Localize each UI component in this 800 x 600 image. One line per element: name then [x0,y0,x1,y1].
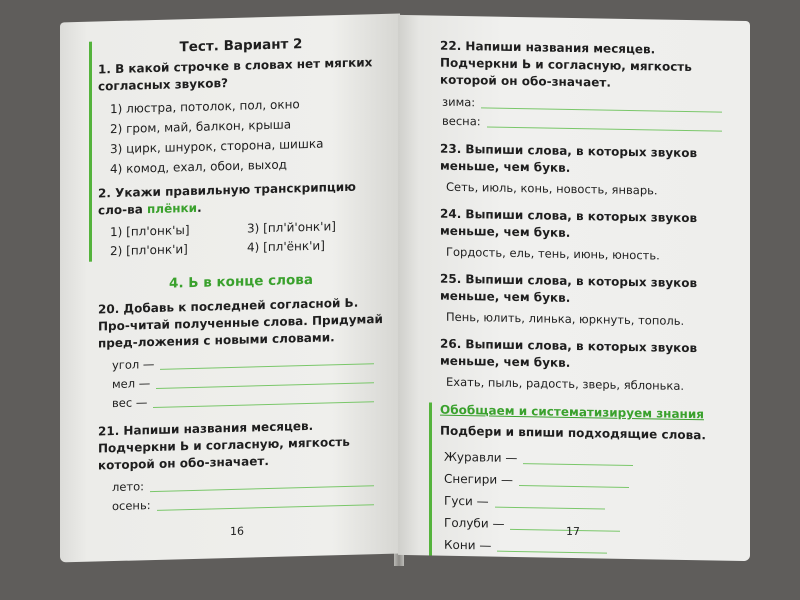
page-number-right: 17 [566,524,580,539]
write-line[interactable] [481,106,722,112]
open-workbook [60,18,750,578]
q23-words: Сеть, июль, конь, новость, январь. [446,179,658,198]
write-line[interactable] [497,550,607,554]
question-22: 22. Напиши названия месяцев. Подчеркни Ь и согласную, мягкость которой он обо-значает. [440,38,692,90]
fill-label: Журавли — [444,449,518,466]
summary-block [429,402,732,560]
q2-text-end: . [197,200,202,215]
answer-label: осень: [112,498,151,514]
test-title: Тест. Вариант 2 [179,36,303,56]
write-line[interactable] [523,462,633,466]
write-line[interactable] [519,484,629,488]
q1-option-4: 4) комод, ехал, обои, выход [110,157,287,177]
page-number-left: 16 [230,524,244,538]
fill-label: Голуби — [444,515,505,531]
fill-label: Снегири — [444,471,513,487]
answer-label: весна: [442,113,481,129]
summary-title: Обобщаем и систематизируем знания [440,402,704,422]
fill-row-koni[interactable] [444,534,732,561]
answer-label: зима: [442,94,476,110]
test-block [89,34,384,262]
answer-line-vesna[interactable] [440,112,732,136]
answer-label: лето: [112,479,145,495]
q25-words: Пень, юлить, линька, юркнуть, тополь. [446,309,685,328]
q2-text: 2. Укажи правильную транскрипцию сло-ва [98,179,356,218]
write-line[interactable] [487,125,722,131]
question-25: 25. Выпиши слова, в которых звуков меньше, чем букв. [440,271,698,305]
q26-words: Ехать, пыль, радость, зверь, яблонька. [446,374,685,393]
q24-words: Гордость, ель, тень, июнь, юность. [446,244,660,263]
section-heading: 4. Ь в конце слова [169,271,313,292]
write-line[interactable] [495,506,605,510]
write-line[interactable] [153,400,374,408]
q2-highlight-word: плёнки [147,200,198,217]
answer-label: мел — [112,376,151,392]
q1-option-3: 3) цирк, шнурок, сторона, шишка [110,136,324,157]
question-21: 21. Напиши названия месяцев. Подчеркни Ь и согласную, мягкость которой он обо-значает. [98,418,350,473]
question-26: 26. Выпиши слова, в которых звуков меньше, чем букв. [440,336,698,370]
right-page [398,15,750,561]
q2-option-2: 2) [пл'онк'и] [110,242,188,259]
q2-option-3: 3) [пл'й'онк'и] [247,219,336,236]
fill-label: Кони — [444,537,492,553]
write-line[interactable] [157,503,374,511]
left-page [60,14,400,563]
question-1: 1. В какой строчке в словах нет мягких согласных звуков? [98,55,373,94]
summary-task: Подбери и впиши подходящие слова. [440,423,706,443]
q2-option-4: 4) [пл'ёнк'и] [247,238,325,255]
fill-label: Гуси — [444,493,489,509]
question-20: 20. Добавь к последней согласной Ь. Про-читай полученные слова. Придумай пред-ложения с новыми словами. [98,295,383,351]
question-2 [98,178,384,219]
answer-label: угол — [112,356,155,373]
question-24: 24. Выпиши слова, в которых звуков меньше, чем букв. [440,206,698,240]
question-23: 23. Выпиши слова, в которых звуков меньше, чем букв. [440,141,698,175]
answer-label: вес — [112,395,148,411]
q1-option-2: 2) гром, май, балкон, крыша [110,117,292,137]
q1-option-1: 1) люстра, потолок, пол, окно [110,97,300,117]
q2-option-1: 1) [пл'онк'ы] [110,223,190,240]
